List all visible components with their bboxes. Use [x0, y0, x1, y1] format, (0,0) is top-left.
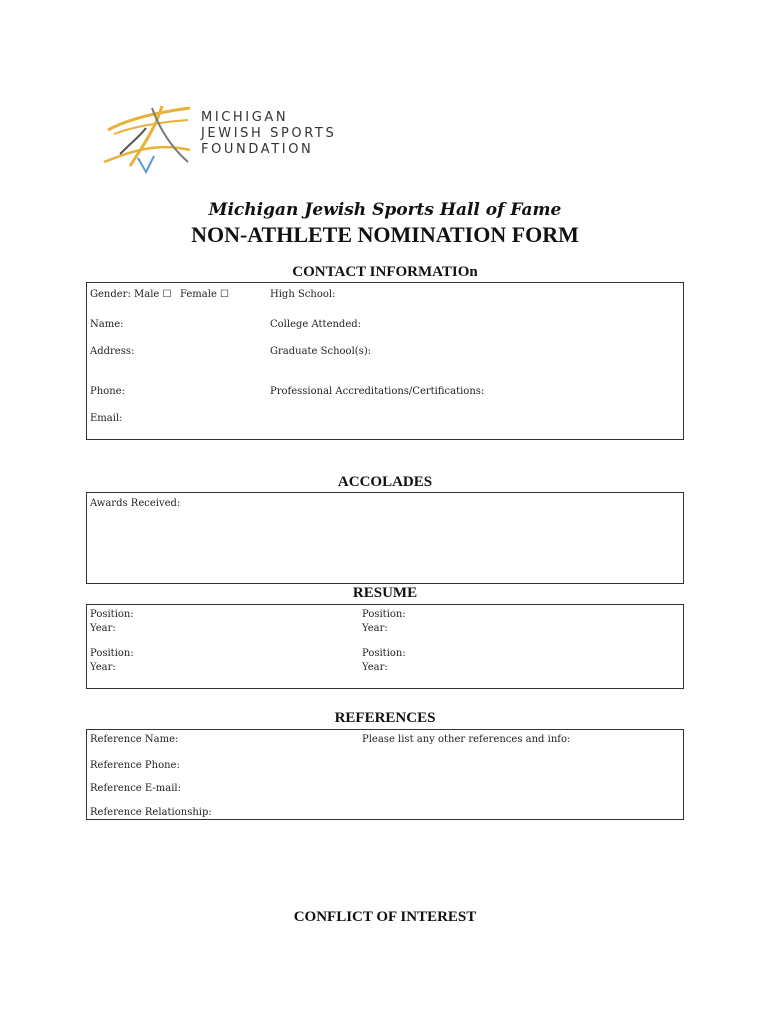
logo-line-1: MICHIGAN — [201, 110, 289, 125]
reference-name-label: Reference Name: — [90, 734, 179, 745]
college-label: College Attended: — [270, 319, 362, 330]
contact-info-box — [86, 282, 684, 440]
form-subtitle: Michigan Jewish Sports Hall of Fame — [208, 200, 562, 220]
awards-label: Awards Received: — [90, 498, 181, 509]
reference-phone-label: Reference Phone: — [90, 760, 180, 771]
year-label-1: Year: — [90, 623, 116, 634]
references-box — [86, 729, 684, 820]
contact-heading: CONTACT INFORMATIOn — [292, 264, 478, 280]
year-label-4: Year: — [362, 662, 388, 673]
references-heading: REFERENCES — [334, 710, 436, 726]
accolades-box — [86, 492, 684, 584]
name-label: Name: — [90, 319, 124, 330]
foundation-logo — [100, 100, 337, 180]
position-label-3: Position: — [90, 648, 134, 659]
other-references-label: Please list any other references and info: — [362, 734, 571, 745]
accreditations-label: Professional Accreditations/Certifications: — [270, 386, 485, 397]
accolades-heading: ACCOLADES — [337, 474, 433, 490]
position-label-2: Position: — [362, 609, 406, 620]
year-label-2: Year: — [362, 623, 388, 634]
reference-email-label: Reference E-mail: — [90, 783, 181, 794]
address-label: Address: — [90, 346, 135, 357]
form-title: NON-ATHLETE NOMINATION FORM — [191, 222, 579, 247]
position-label-1: Position: — [90, 609, 134, 620]
high-school-label: High School: — [270, 289, 336, 300]
resume-box — [86, 604, 684, 689]
resume-heading: RESUME — [352, 585, 418, 601]
logo-line-2: JEWISH SPORTS — [201, 126, 337, 141]
year-label-3: Year: — [90, 662, 116, 673]
graduate-school-label: Graduate School(s): — [270, 346, 372, 357]
gender-male-checkbox[interactable]: Gender: Male ☐ — [90, 289, 172, 300]
email-label: Email: — [90, 413, 123, 424]
reference-relationship-label: Reference Relationship: — [90, 807, 212, 818]
conflict-heading: CONFLICT OF INTEREST — [293, 909, 477, 925]
logo-wordmark — [201, 110, 336, 158]
phone-label: Phone: — [90, 386, 125, 397]
star-logo-icon — [100, 100, 195, 180]
gender-female-checkbox[interactable]: Female ☐ — [180, 289, 230, 300]
logo-line-3: FOUNDATION — [201, 142, 314, 157]
position-label-4: Position: — [362, 648, 406, 659]
